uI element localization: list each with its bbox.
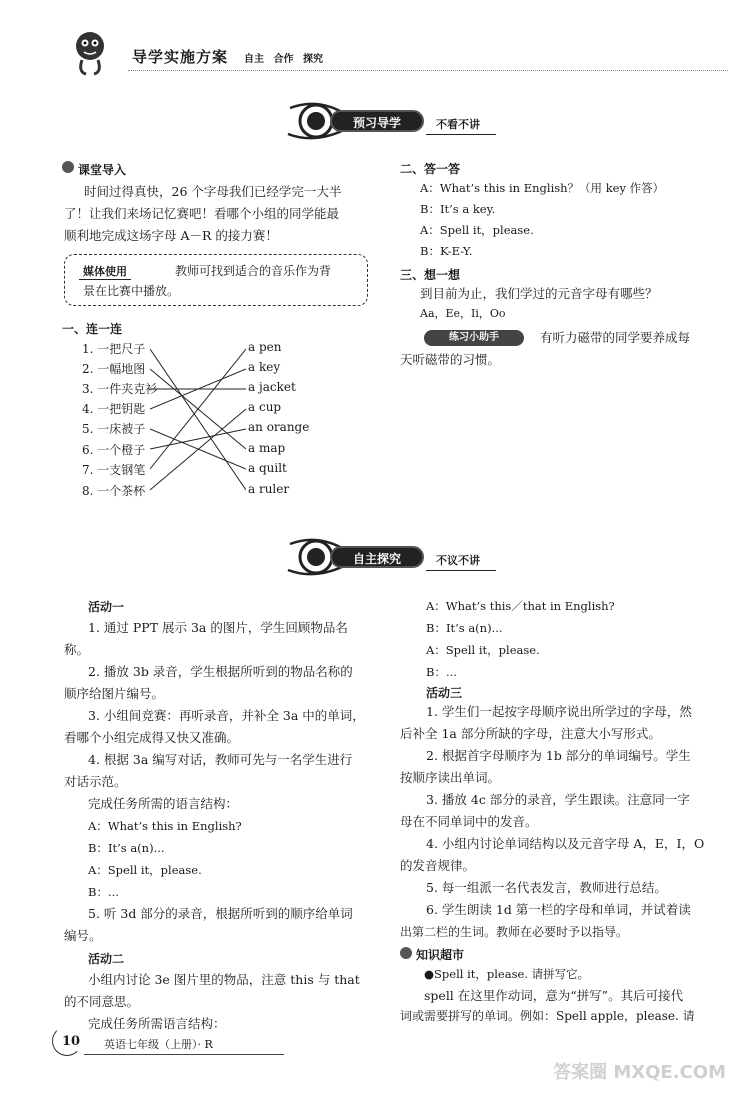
- match-right-item: a jacket: [248, 380, 296, 394]
- think-answer: Aa，Ee，Ii，Oo: [420, 307, 506, 320]
- match-right-item: a pen: [248, 340, 282, 354]
- activity-text: 完成任务所需语言结构：: [88, 1016, 226, 1031]
- match-left-item: 5. 一床被子: [82, 422, 146, 436]
- banner-underline: [426, 134, 496, 135]
- activity-text: 编号。: [64, 928, 102, 943]
- match-left-item: 3. 一件夹克衫: [82, 382, 158, 396]
- media-usage-text-2: 景在比赛中播放。: [83, 284, 180, 298]
- activity-dialog: A：What’s this in English?: [88, 819, 242, 833]
- activity-text: 母在不同单词中的发音。: [400, 814, 538, 829]
- activity-text: 完成任务所需的语言结构：: [88, 796, 239, 811]
- media-usage-label: 媒体使用: [79, 263, 131, 280]
- banner-explore-label: 自主探究: [330, 546, 424, 568]
- activity-text: 2. 播放 3b 录音，学生根据所听到的物品名称的: [88, 664, 353, 679]
- activity-text: 1. 学生们一起按字母顺序说出所学过的字母，然: [426, 704, 692, 719]
- intro-text-1: 时间过得真快，26 个字母我们已经学完一大半: [84, 184, 342, 199]
- matching-heading: 一、连一连: [62, 322, 123, 336]
- practice-helper-text-1: 有听力磁带的同学要养成每: [540, 330, 691, 345]
- intro-text-2: 了！让我们来场记忆赛吧！看哪个小组的同学能最: [64, 206, 340, 221]
- bullet-icon: [400, 947, 412, 959]
- match-left-item: 4. 一把钥匙: [82, 402, 146, 416]
- practice-helper-label: 练习小助手: [424, 330, 524, 346]
- activity-dialog: A：Spell it，please.: [88, 863, 202, 877]
- knowledge-text: spell 在这里作动词，意为“拼写”。其后可接代: [424, 988, 684, 1003]
- activity-text: 按顺序读出单词。: [400, 770, 501, 785]
- activity-dialog: B：It’s a(n)...: [426, 621, 503, 635]
- think-question: 到目前为止，我们学过的元音字母有哪些？: [420, 286, 658, 301]
- activity-text: 4. 根据 3a 编写对话，教师可先与一名学生进行: [88, 752, 353, 767]
- qa-line-1: A：What’s this in English？（用 key 作答）: [420, 181, 665, 195]
- think-heading: 三、想一想: [400, 268, 461, 282]
- matching-lines: [150, 340, 246, 500]
- qa-line-3: A：Spell it，please.: [420, 223, 534, 237]
- match-right-item: a key: [248, 360, 281, 374]
- knowledge-text: 词或需要拼写的单词。例如：Spell apple，please. 请: [400, 1009, 695, 1023]
- media-usage-box: [64, 254, 368, 306]
- activity-text: 5. 听 3d 部分的录音，根据所听到的顺序给单词: [88, 906, 353, 921]
- knowledge-heading: 知识超市: [400, 944, 464, 963]
- match-left-item: 6. 一个橙子: [82, 443, 146, 457]
- activity-text: 4. 小组内讨论单词结构以及元音字母 A，E，I，O: [426, 836, 705, 851]
- match-right-item: a map: [248, 441, 286, 455]
- activity-two-heading: 活动二: [88, 952, 125, 966]
- activity-text: 称。: [64, 642, 90, 657]
- banner-preview: [286, 98, 526, 144]
- banner-preview-label: 预习导学: [330, 110, 424, 132]
- activity-text: 对话示范。: [64, 774, 127, 789]
- banner-explore: [286, 534, 526, 580]
- match-left-item: 8. 一个茶杯: [82, 484, 146, 498]
- intro-heading: 课堂导入: [62, 160, 126, 180]
- banner-preview-note: 不看不讲: [436, 118, 480, 131]
- activity-dialog: A：Spell it，please.: [426, 643, 540, 657]
- match-left-item: 2. 一幅地图: [82, 362, 146, 376]
- activity-text: 3. 播放 4c 部分的录音，学生跟读。注意同一字: [426, 792, 690, 807]
- match-right-item: a quilt: [248, 461, 287, 475]
- header-divider: [128, 70, 728, 71]
- activity-text: 的不同意思。: [64, 994, 140, 1009]
- header-title: 导学实施方案: [132, 48, 229, 66]
- mascot-icon: [68, 28, 112, 76]
- qa-line-4: B：K-E-Y.: [420, 244, 473, 258]
- banner-explore-note: 不议不讲: [436, 554, 480, 567]
- page-header: [60, 28, 700, 76]
- practice-helper-text-2: 天听磁带的习惯。: [400, 352, 501, 367]
- match-left-item: 7. 一支钢笔: [82, 463, 146, 477]
- activity-text: 1. 通过 PPT 展示 3a 的图片，学生回顾物品名: [88, 620, 348, 635]
- activity-text: 出第二栏的生词。教师在必要时予以指导。: [400, 925, 629, 939]
- activity-dialog: B：...: [88, 885, 119, 899]
- match-right-item: an orange: [248, 420, 310, 434]
- match-right-item: a cup: [248, 400, 282, 414]
- activity-one-heading: 活动一: [88, 600, 125, 614]
- match-left-item: 1. 一把尺子: [82, 342, 146, 356]
- activity-text: 的发音规律。: [400, 858, 476, 873]
- page-number: 10: [62, 1034, 81, 1049]
- bullet-icon: [62, 161, 74, 173]
- intro-text-3: 顺利地完成这场字母 A－R 的接力赛！: [64, 228, 278, 243]
- activity-text: 6. 学生朗读 1d 第一栏的字母和单词，并试着读: [426, 902, 691, 917]
- footer-book-title: 英语七年级（上册）· R: [104, 1038, 213, 1051]
- activity-dialog: B：...: [426, 665, 457, 679]
- match-right-item: a ruler: [248, 482, 290, 496]
- answer-heading: 二、答一答: [400, 162, 461, 176]
- activity-text: 看哪个小组完成得又快又准确。: [64, 730, 240, 745]
- activity-text: 小组内讨论 3e 图片里的物品，注意 this 与 that: [88, 972, 360, 987]
- activity-dialog: B：It’s a(n)...: [88, 841, 165, 855]
- media-usage-text-1: 教师可找到适合的音乐作为背: [175, 264, 332, 278]
- activity-text: 3. 小组间竞赛：再听录音，并补全 3a 中的单词，: [88, 708, 365, 723]
- activity-text: 5. 每一组派一名代表发言，教师进行总结。: [426, 880, 667, 895]
- activity-three-heading: 活动三: [426, 686, 463, 700]
- header-tags: 自主 合作 探究: [244, 54, 323, 65]
- watermark-stamp: 答案圈 MXQE.COM: [553, 1062, 726, 1083]
- activity-text: 2. 根据首字母顺序为 1b 部分的单词编号。学生: [426, 748, 691, 763]
- footer-divider: [84, 1054, 284, 1055]
- activity-dialog: A：What’s this／that in English?: [426, 599, 615, 613]
- activity-text: 顺序给图片编号。: [64, 686, 165, 701]
- qa-line-2: B：It’s a key.: [420, 202, 496, 216]
- banner-underline: [426, 570, 496, 571]
- knowledge-text: ●Spell it，please. 请拼写它。: [424, 967, 590, 981]
- activity-text: 后补全 1a 部分所缺的字母，注意大小写形式。: [400, 726, 661, 741]
